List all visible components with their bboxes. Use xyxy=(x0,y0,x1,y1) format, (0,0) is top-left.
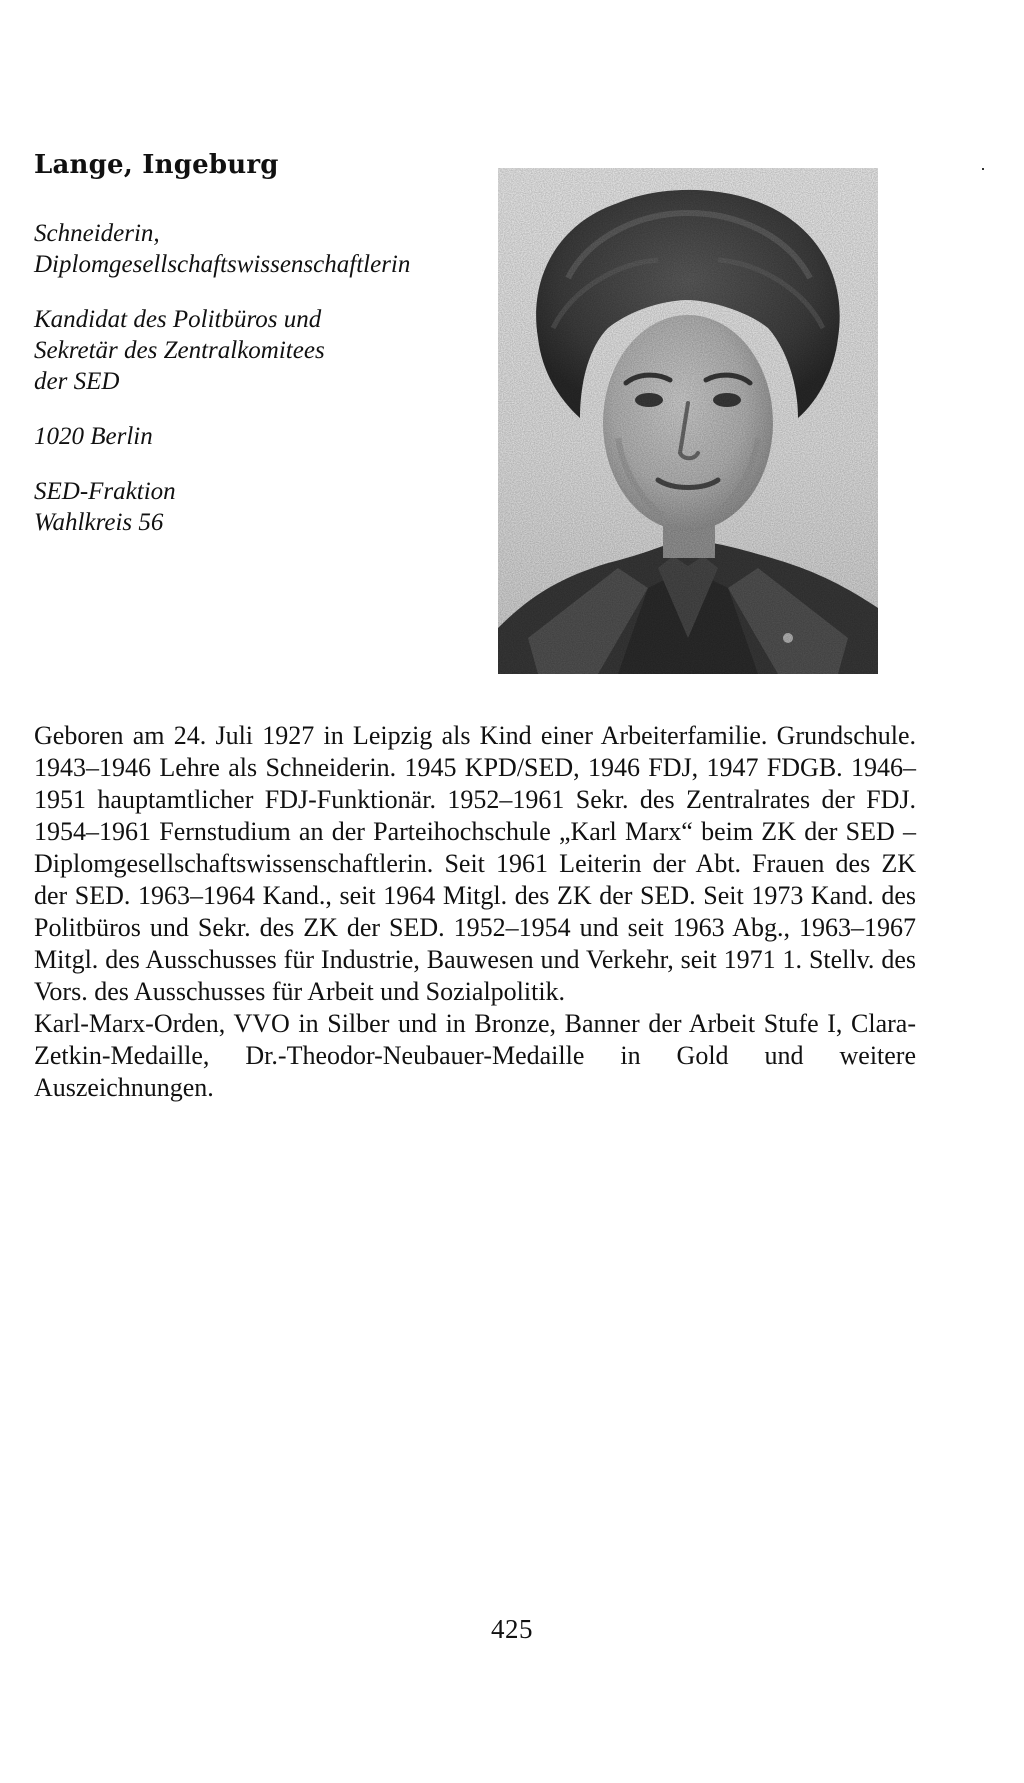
location: 1020 Berlin xyxy=(34,423,153,450)
parliament-district: Wahlkreis 56 xyxy=(34,509,164,536)
biography-section xyxy=(34,720,916,1104)
position-line-1: Kandidat des Politbüros und xyxy=(34,306,322,333)
entry-metadata xyxy=(34,218,464,538)
scan-speck xyxy=(982,168,984,170)
profession-line-1: Schneiderin, xyxy=(34,220,160,247)
portrait-photo xyxy=(498,168,878,674)
position-line-2: Sekretär des Zentralkomitees xyxy=(34,337,325,364)
portrait-illustration xyxy=(498,168,878,674)
profession-line-2: Diplomgesellschaftswissenschaftlerin xyxy=(34,251,411,278)
entry-name: Lange, Ingeburg xyxy=(34,150,279,180)
biography-text: Geboren am 24. Juli 1927 in Leipzig als Kind einer Arbeiterfamilie. Grundschule. 1943–1946 Lehre als Schneiderin. 1945 KPD/SED, 1946 FDJ, 1947 FDGB. 1946–1951 hauptamtlicher FDJ-Funktionär. 1952–1961 Sekr. des Zentralrates der FDJ. 1954–1961 Fernstudium an der Parteihochschule „Karl Marx“ beim ZK der SED – Diplomgesellschaftswissenschaftlerin. Seit 1961 Leiterin der Abt. Frauen des ZK der SED. 1963–1964 Kand., seit 1964 Mitgl. des ZK der SED. Seit 1973 Kand. des Politbüros und Sekr. des ZK der SED. 1952–1954 und seit 1963 Abg., 1963–1967 Mitgl. des Ausschusses für Industrie, Bauwesen und Verkehr, seit 1971 1. Stellv. des Vors. des Ausschusses für Arbeit und Sozialpolitik. xyxy=(34,721,916,1006)
awards-text: Karl-Marx-Orden, VVO in Silber und in Bronze, Banner der Arbeit Stufe I, Clara-Zetkin-Medaille, Dr.-Theodor-Neubauer-Medaille in Gold und weitere Auszeichnungen. xyxy=(34,1009,916,1102)
parliament-fraction: SED-Fraktion xyxy=(34,478,176,505)
page-number: 425 xyxy=(491,1614,533,1644)
position-line-3: der SED xyxy=(34,368,120,395)
